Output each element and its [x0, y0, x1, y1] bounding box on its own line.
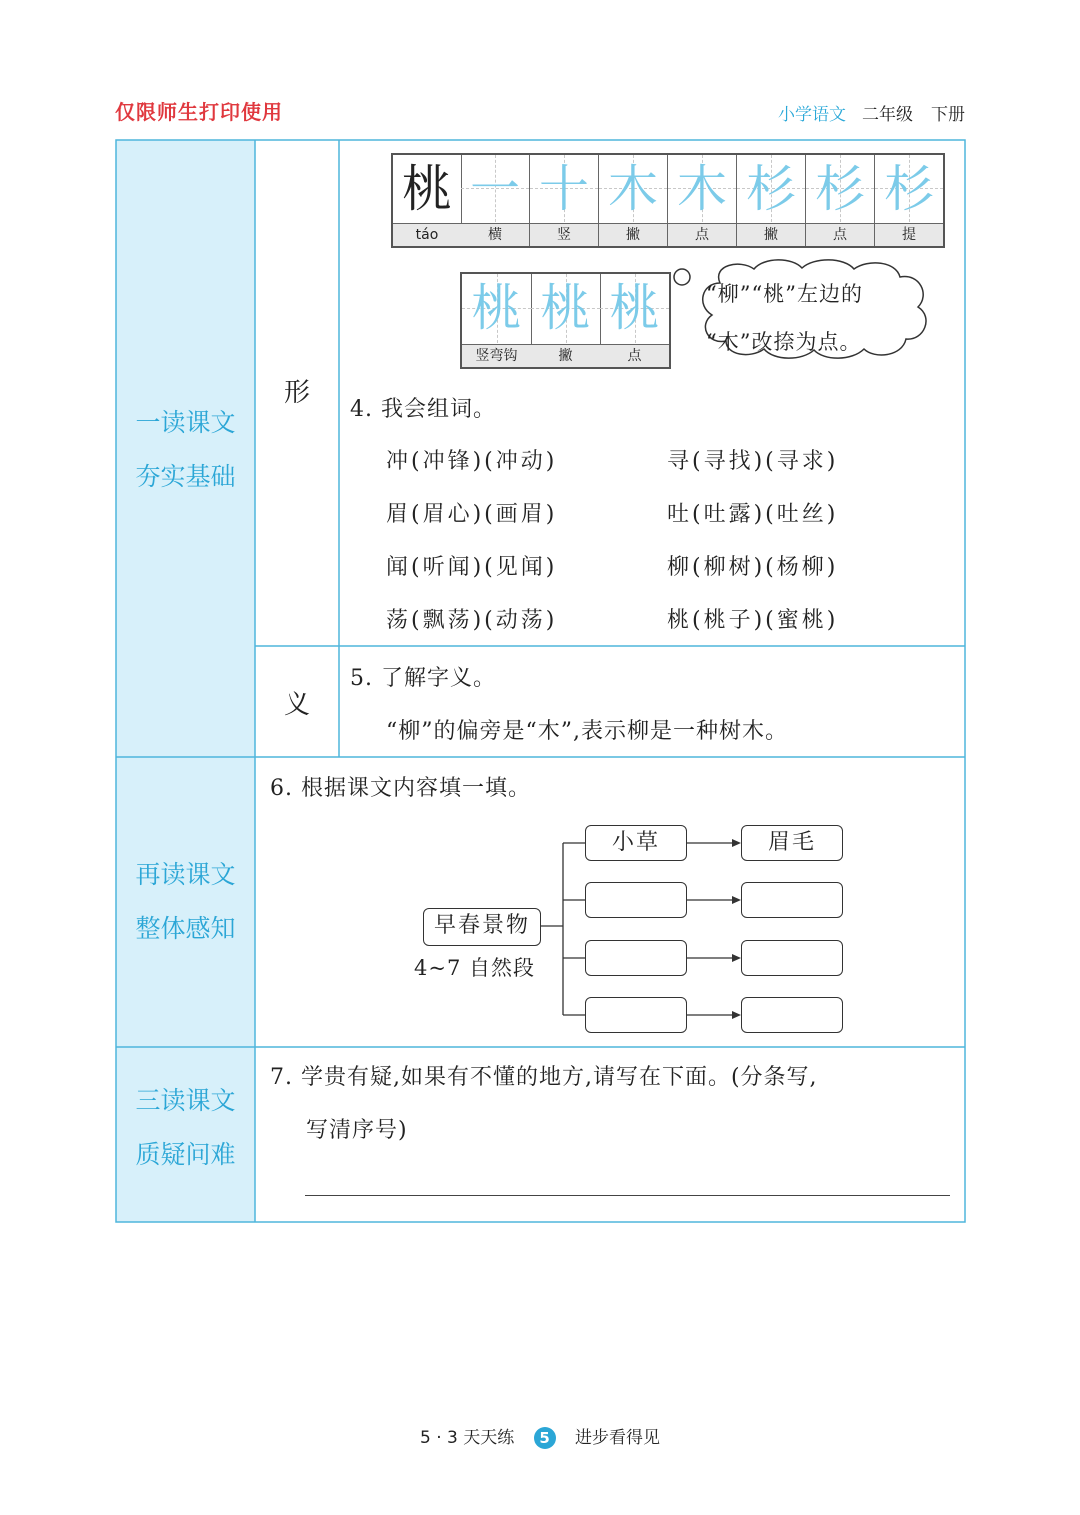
q6-root-note: 4~7 自然段 — [414, 956, 535, 980]
print-notice: 仅限师生打印使用 — [115, 100, 283, 124]
stroke-name: 撇 — [599, 223, 667, 246]
q7-answer-line[interactable] — [305, 1195, 950, 1196]
pinyin-label: táo — [393, 223, 461, 246]
stroke-char: 桃 — [609, 279, 660, 337]
section-1-line1: 一读课文 — [135, 408, 236, 437]
q7-line2: 写清序号) — [306, 1118, 408, 1143]
stroke-char: 杉 — [746, 160, 796, 218]
stroke-name: 竖 — [530, 223, 598, 246]
q6-box-left: 小草 — [585, 825, 687, 861]
stroke-name: 撇 — [531, 344, 600, 367]
q4-row-left: 闻(听闻)(见闻) — [386, 555, 558, 580]
footer — [0, 1423, 1080, 1449]
stroke-char: 杉 — [884, 160, 934, 218]
footer-left: 5 · 3 天天练 — [419, 1428, 515, 1448]
q5-text: “柳”的偏旁是“木”,表示柳是一种树木。 — [386, 719, 788, 744]
section-2-line2: 整体感知 — [135, 914, 236, 943]
section-3-line1: 三读课文 — [135, 1086, 236, 1115]
sublabel-yi: 义 — [283, 690, 310, 720]
stroke-name: 提 — [875, 223, 943, 246]
q4-row-left: 荡(飘荡)(动荡) — [386, 608, 558, 633]
q4-row-left: 冲(冲锋)(冲动) — [386, 449, 558, 474]
stroke-char: 木 — [608, 160, 658, 218]
stroke-name: 竖弯钩 — [462, 344, 531, 367]
stroke-name: 撇 — [737, 223, 805, 246]
q6-answer-box[interactable] — [741, 882, 843, 918]
q4-row-right: 吐(吐露)(吐丝) — [667, 502, 839, 527]
q4-row-right: 桃(桃子)(蜜桃) — [667, 608, 839, 633]
footer-right: 进步看得见 — [575, 1428, 661, 1448]
sublabel-xing: 形 — [283, 378, 310, 408]
stroke-char: 一 — [470, 160, 520, 218]
q6-answer-box[interactable] — [585, 882, 687, 918]
stroke-char: 木 — [677, 160, 727, 218]
stroke-char: 十 — [539, 160, 589, 218]
stroke-char: 杉 — [815, 160, 865, 218]
stroke-char: 桃 — [471, 279, 522, 337]
main-char: 桃 — [402, 160, 452, 218]
q4-row-right: 柳(柳树)(杨柳) — [667, 555, 839, 580]
subject-label: 小学语文 — [778, 105, 846, 125]
q4-row-left: 眉(眉心)(画眉) — [386, 502, 558, 527]
q6-answer-box[interactable] — [585, 940, 687, 976]
q6-box-right: 眉毛 — [741, 825, 843, 861]
stroke-name: 点 — [668, 223, 736, 246]
q6-answer-box[interactable] — [741, 940, 843, 976]
q7-line1: 7. 学贵有疑,如果有不懂的地方,请写在下面。(分条写, — [270, 1065, 818, 1090]
section-2-line1: 再读课文 — [135, 860, 236, 889]
q6-answer-box[interactable] — [741, 997, 843, 1033]
section-3-line2: 质疑问难 — [135, 1140, 236, 1169]
q4-title: 4. 我会组词。 — [350, 397, 496, 422]
stroke-name: 点 — [600, 344, 669, 367]
q5-title: 5. 了解字义。 — [350, 666, 496, 691]
grade-label: 二年级 — [862, 105, 913, 125]
q6-title: 6. 根据课文内容填一填。 — [270, 776, 531, 801]
cloud-tip-line1: “柳”“桃”左边的 — [706, 282, 863, 306]
cloud-tip-line2: “木”改捺为点。 — [706, 330, 862, 354]
volume-label: 下册 — [931, 105, 965, 125]
page-number-badge: 5 — [534, 1427, 556, 1449]
stroke-name: 横 — [461, 223, 529, 246]
section-1-line2: 夯实基础 — [135, 462, 236, 491]
q6-root-box: 早春景物 — [423, 908, 541, 946]
q6-answer-box[interactable] — [585, 997, 687, 1033]
q4-row-right: 寻(寻找)(寻求) — [667, 449, 839, 474]
stroke-char: 桃 — [540, 279, 591, 337]
stroke-name: 点 — [806, 223, 874, 246]
